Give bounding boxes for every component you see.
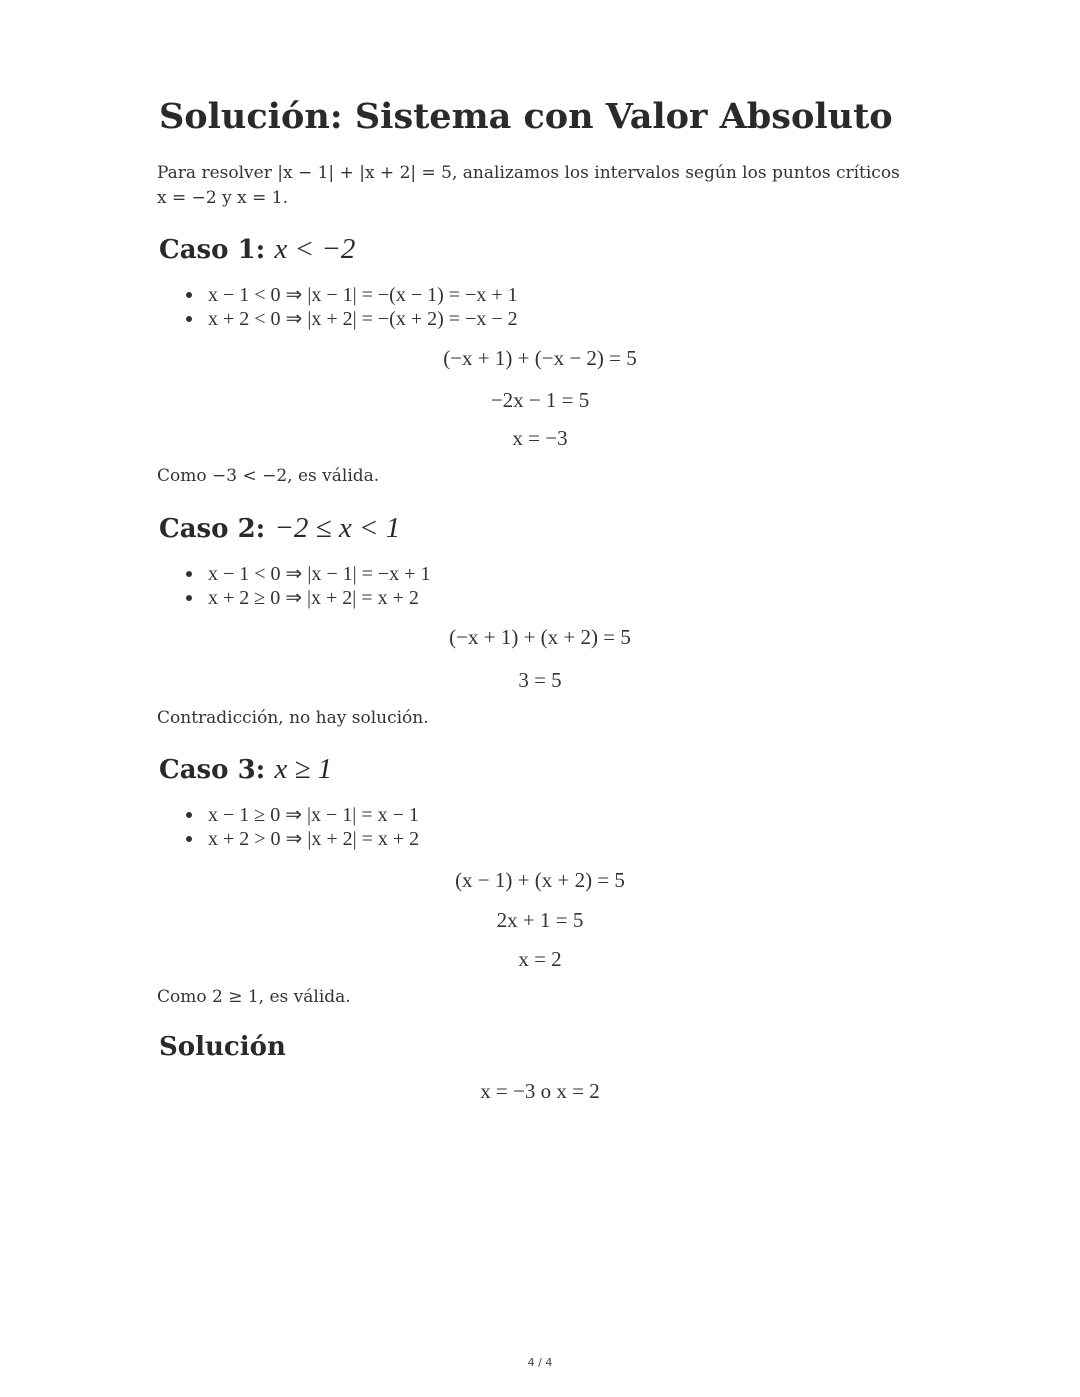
case-1-heading-label: Caso 1: xyxy=(159,235,266,265)
list-item: x − 1 < 0 ⇒ |x − 1| = −x + 1 xyxy=(186,562,430,586)
case-2-heading-label: Caso 2: xyxy=(159,514,266,544)
case-3-equation-3: x = 2 xyxy=(518,947,562,971)
case-2-bullets xyxy=(186,562,430,610)
case-2-heading-math: −2 ≤ x < 1 xyxy=(274,512,401,544)
bullet-icon xyxy=(186,292,192,298)
solution-heading: Solución xyxy=(159,1032,286,1062)
case-1-bullets xyxy=(186,283,518,331)
case-3-heading-math: x ≥ 1 xyxy=(274,753,333,785)
case-1-equation-2: −2x − 1 = 5 xyxy=(490,388,590,412)
list-item: x + 2 < 0 ⇒ |x + 2| = −(x + 2) = −x − 2 xyxy=(186,307,518,331)
intro-line-2: x = −2 y x = 1. xyxy=(157,188,288,208)
list-item: x + 2 > 0 ⇒ |x + 2| = x + 2 xyxy=(186,827,419,851)
bullet-icon xyxy=(186,595,192,601)
case-2-conclusion: Contradicción, no hay solución. xyxy=(157,708,429,728)
case-3-conclusion: Como 2 ≥ 1, es válida. xyxy=(157,987,351,1007)
list-item: x + 2 ≥ 0 ⇒ |x + 2| = x + 2 xyxy=(186,586,430,610)
case-2-equation-2: 3 = 5 xyxy=(518,668,562,692)
intro-line-1: Para resolver |x − 1| + |x + 2| = 5, analizamos los intervalos según los puntos críticos xyxy=(157,163,900,183)
list-item: x − 1 ≥ 0 ⇒ |x − 1| = x − 1 xyxy=(186,803,419,827)
page-number: 4 / 4 xyxy=(527,1356,553,1369)
case-1-conclusion: Como −3 < −2, es válida. xyxy=(157,466,380,486)
bullet-icon xyxy=(186,836,192,842)
bullet-icon xyxy=(186,316,192,322)
case-1-heading xyxy=(159,233,355,266)
bullet-icon xyxy=(186,571,192,577)
case-1-equation-1: (−x + 1) + (−x − 2) = 5 xyxy=(443,346,637,370)
bullet-icon xyxy=(186,812,192,818)
case-2-equation-1: (−x + 1) + (x + 2) = 5 xyxy=(449,625,631,649)
case-3-equation-2: 2x + 1 = 5 xyxy=(496,908,584,932)
page-title: Solución: Sistema con Valor Absoluto xyxy=(159,96,893,137)
case-3-bullets xyxy=(186,803,419,851)
list-item: x − 1 < 0 ⇒ |x − 1| = −(x − 1) = −x + 1 xyxy=(186,283,518,307)
case-2-heading xyxy=(159,512,400,545)
case-3-equation-1: (x − 1) + (x + 2) = 5 xyxy=(455,868,625,892)
case-1-equation-3: x = −3 xyxy=(512,426,568,450)
intro-paragraph xyxy=(157,161,917,211)
case-3-heading-label: Caso 3: xyxy=(159,755,266,785)
case-1-heading-math: x < −2 xyxy=(274,233,356,265)
solution-equation: x = −3 o x = 2 xyxy=(480,1079,600,1103)
case-3-heading xyxy=(159,753,332,786)
